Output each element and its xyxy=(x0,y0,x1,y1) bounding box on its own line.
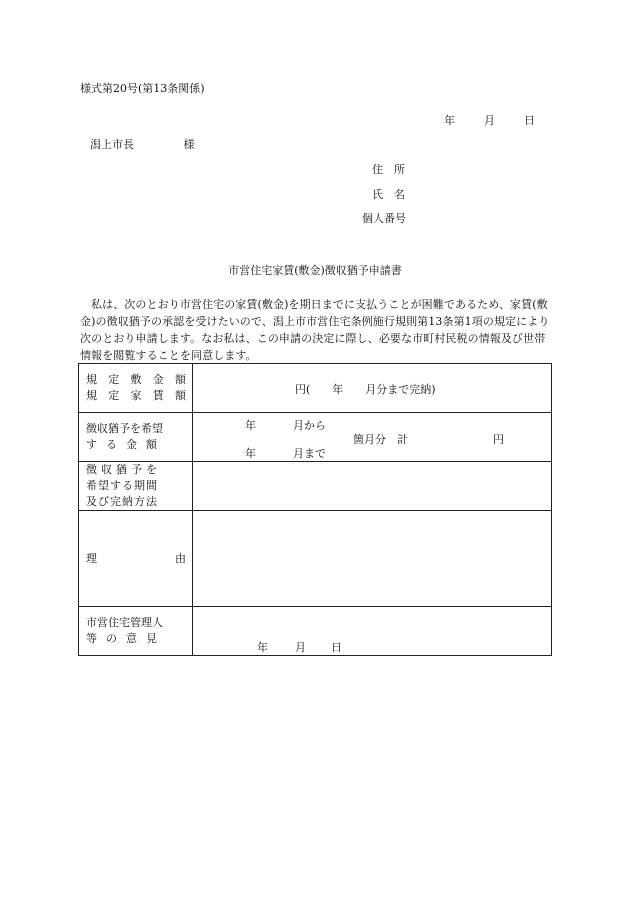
reason-label-right: 由 xyxy=(175,551,186,565)
table-row xyxy=(79,364,552,413)
application-statement: 私は、次のとおり市営住宅の家賃(敷金)を期日までに支払うことが困難であるため、家賃(敷金)の徴収猶予の承認を受けたいので、潟上市市営住宅条例施行規則第13条第1項の規定により次のとおり申請します。なお私は、この申請の決定に際し、必要な市町村民税の情報及び世帯情報を閲覧することを同意します。 xyxy=(80,298,550,362)
deposit-rent-value-cell[interactable] xyxy=(193,364,552,413)
deferral-period-value-cell[interactable] xyxy=(193,462,552,511)
form-number: 様式第20号(第13条関係) xyxy=(80,82,205,95)
submission-date xyxy=(444,112,535,128)
date-year-label: 年 xyxy=(444,114,455,127)
manager-opinion-label-line2: 等の意見 xyxy=(86,632,166,645)
deferral-amount-label-line1: 徴収猶予を希望 xyxy=(86,422,163,435)
applicant-name-label: 氏 名 xyxy=(372,188,405,201)
months-total-label: 箇月分 計 xyxy=(353,433,408,446)
addressee xyxy=(90,136,195,152)
table-row xyxy=(79,462,552,511)
reason-label xyxy=(79,511,193,607)
table-row xyxy=(79,607,552,656)
deferral-period-label-line3: 及び完納方法 xyxy=(86,495,158,508)
to-month-label: 月まで xyxy=(293,447,326,460)
addressee-suffix: 様 xyxy=(183,138,195,151)
deposit-rent-value: 円( 年 月分まで完納) xyxy=(295,383,436,396)
table-row xyxy=(79,413,552,462)
deposit-label: 規 定 敷 金 額 xyxy=(86,373,186,386)
applicant-id-label: 個人番号 xyxy=(362,212,406,225)
addressee-name: 潟上市長 xyxy=(90,138,134,151)
application-table xyxy=(78,363,552,656)
deferral-period-label-line1: 徴収猶予を xyxy=(86,463,161,476)
deferral-amount-label xyxy=(79,413,193,462)
opinion-date-month: 月 xyxy=(295,641,306,654)
reason-value-cell[interactable] xyxy=(193,511,552,607)
deferral-period-label-line2: 希望する期間 xyxy=(86,479,158,492)
manager-opinion-label-line1: 市営住宅管理人 xyxy=(86,616,163,629)
table-row xyxy=(79,511,552,607)
document-title: 市営住宅家賃(敷金)徴収猶予申請書 xyxy=(228,264,402,277)
date-day-label: 日 xyxy=(524,114,535,127)
deposit-rent-label xyxy=(79,364,193,413)
from-year-label: 年 xyxy=(245,419,256,432)
opinion-date-year: 年 xyxy=(257,641,268,654)
opinion-date-day: 日 xyxy=(331,641,342,654)
manager-opinion-label xyxy=(79,607,193,656)
deferral-amount-label-line2: する金額 xyxy=(86,438,166,451)
deferral-period-label xyxy=(79,462,193,511)
to-year-label: 年 xyxy=(245,447,256,460)
deferral-amount-value-cell[interactable] xyxy=(193,413,552,462)
applicant-address-label: 住 所 xyxy=(372,163,405,176)
rent-label: 規 定 家 賃 額 xyxy=(86,389,186,402)
from-month-label: 月から xyxy=(293,419,326,432)
manager-opinion-value-cell[interactable] xyxy=(193,607,552,656)
date-month-label: 月 xyxy=(484,114,495,127)
yen-label: 円 xyxy=(493,433,504,446)
reason-label-left: 理 xyxy=(86,551,97,565)
